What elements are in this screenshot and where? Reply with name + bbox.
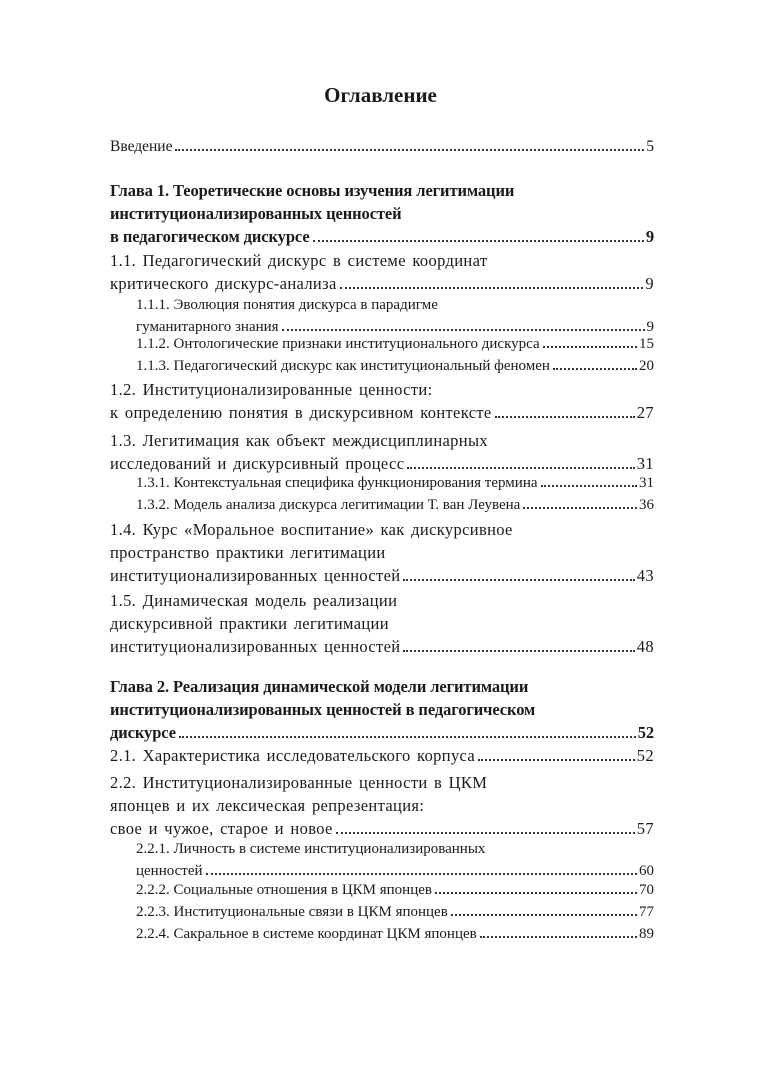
- page-number: 52: [636, 746, 654, 765]
- page-number: 31: [639, 475, 654, 491]
- page-number: 57: [636, 819, 654, 838]
- entry-label-line-2: критического дискурс-анализа: [110, 274, 337, 293]
- entry-label: 2.2.3. Институциональные связи в ЦКМ японцев: [136, 904, 448, 920]
- entry-label-line-2: гуманитарного знания: [136, 319, 279, 335]
- dot-leader: [495, 416, 635, 418]
- dot-leader: [403, 579, 634, 581]
- entry-label-line-3: институционализированных ценностей: [110, 637, 401, 656]
- page-number: 70: [639, 882, 654, 898]
- dot-leader: [313, 240, 644, 242]
- entry-label: 1.1.2. Онтологические признаки институционального дискурса: [136, 336, 540, 352]
- dot-leader: [175, 149, 644, 151]
- dot-leader: [480, 936, 637, 938]
- toc-entry-2-2-2[interactable]: [136, 879, 654, 901]
- dot-leader: [478, 759, 635, 761]
- entry-label-line-3: в педагогическом дискурсе: [110, 227, 310, 246]
- entry-label-line-2: японцев и их лексическая репрезентация:: [110, 796, 425, 815]
- entry-label: 2.2.2. Социальные отношения в ЦКМ японцев: [136, 882, 432, 898]
- page-number: 9: [645, 274, 654, 293]
- entry-label: 2.1. Характеристика исследовательского корпуса: [110, 746, 476, 765]
- entry-label: 1.3.2. Модель анализа дискурса легитимации Т. ван Леувена: [136, 497, 521, 513]
- toc-entry-2-2-3[interactable]: [136, 901, 654, 923]
- entry-label-line-1: 2.2.1. Личность в системе институционализированных: [136, 841, 486, 857]
- entry-label: 2.2.4. Сакральное в системе координат ЦКМ японцев: [136, 926, 477, 942]
- entry-label-line-1: 1.1. Педагогический дискурс в системе координат: [110, 251, 488, 270]
- entry-label-line-2: пространство практики легитимации: [110, 543, 386, 562]
- entry-label: Введение: [110, 138, 173, 155]
- entry-label-line-1: 1.5. Динамическая модель реализации: [110, 591, 398, 610]
- dot-leader: [451, 914, 637, 916]
- entry-label-line-1: 1.1.1. Эволюция понятия дискурса в парадигме: [136, 297, 438, 313]
- entry-label-line-2: к определению понятия в дискурсивном контексте: [110, 403, 492, 422]
- dot-leader: [541, 485, 638, 487]
- entry-label-line-1: 1.2. Институционализированные ценности:: [110, 380, 433, 399]
- toc-entry-1-3-1[interactable]: [136, 472, 654, 494]
- toc-entry-1-1-3[interactable]: [136, 355, 654, 377]
- entry-label-line-2: институционализированных ценностей в педагогическом: [110, 700, 536, 719]
- toc-entry-1-1[interactable]: [110, 249, 654, 295]
- toc-entry-1-1-2[interactable]: [136, 333, 654, 355]
- toc-entry-1-1-1[interactable]: [136, 294, 654, 338]
- page-number: 9: [646, 319, 654, 335]
- page-number: 36: [639, 497, 654, 513]
- entry-label-line-3: дискурсе: [110, 723, 176, 742]
- entry-label-line-3: свое и чужое, старое и новое: [110, 819, 333, 838]
- page-number: 77: [639, 904, 654, 920]
- page-number: 60: [639, 863, 654, 879]
- dot-leader: [340, 287, 644, 289]
- dot-leader: [179, 736, 636, 738]
- toc-entry-1-5[interactable]: [110, 589, 654, 658]
- page-number: 31: [636, 454, 654, 473]
- toc-entry-2-2[interactable]: [110, 771, 654, 840]
- page-number: 52: [637, 723, 654, 742]
- toc-entry-1-3[interactable]: [110, 429, 654, 475]
- page-number: 5: [646, 138, 654, 155]
- entry-label: 1.1.3. Педагогический дискурс как институциональный феномен: [136, 358, 550, 374]
- page-number: 15: [639, 336, 654, 352]
- toc-entry-1-3-2[interactable]: [136, 494, 654, 516]
- page-number: 27: [636, 403, 654, 422]
- toc-entry-1-2[interactable]: [110, 378, 654, 424]
- dot-leader: [543, 346, 637, 348]
- toc-entry-introduction[interactable]: [110, 136, 654, 158]
- entry-label-line-1: 1.4. Курс «Моральное воспитание» как дискурсивное: [110, 520, 513, 539]
- dot-leader: [435, 892, 637, 894]
- entry-label-line-3: институционализированных ценностей: [110, 566, 401, 585]
- toc-entry-2-2-1[interactable]: [136, 838, 654, 882]
- entry-label-line-2: дискурсивной практики легитимации: [110, 614, 389, 633]
- page-number: 20: [639, 358, 654, 374]
- page-title: Оглавление: [324, 83, 437, 107]
- toc-entry-chapter-1[interactable]: [110, 179, 654, 248]
- dot-leader: [407, 467, 634, 469]
- toc-entry-chapter-2[interactable]: [110, 675, 654, 744]
- dot-leader: [523, 507, 637, 509]
- dot-leader: [282, 329, 645, 331]
- entry-label-line-1: 1.3. Легитимация как объект междисциплинарных: [110, 431, 488, 450]
- dot-leader: [553, 368, 637, 370]
- entry-label-line-2: исследований и дискурсивный процесс: [110, 454, 405, 473]
- dot-leader: [336, 832, 635, 834]
- entry-label: 1.3.1. Контекстуальная специфика функционирования термина: [136, 475, 538, 491]
- dot-leader: [206, 873, 637, 875]
- entry-label-line-2: институционализированных ценностей: [110, 204, 402, 223]
- dot-leader: [403, 650, 634, 652]
- page-number: 48: [636, 637, 654, 656]
- page-number: 43: [636, 566, 654, 585]
- entry-label-line-1: Глава 2. Реализация динамической модели легитимации: [110, 677, 529, 696]
- page-number: 89: [639, 926, 654, 942]
- entry-label-line-1: 2.2. Институционализированные ценности в ЦКМ: [110, 773, 488, 792]
- entry-label-line-1: Глава 1. Теоретические основы изучения легитимации: [110, 181, 515, 200]
- toc-entry-2-1[interactable]: [110, 744, 654, 767]
- entry-label-line-2: ценностей: [136, 863, 203, 879]
- toc-entry-1-4[interactable]: [110, 518, 654, 587]
- toc-entry-2-2-4[interactable]: [136, 923, 654, 945]
- page-number: 9: [645, 227, 654, 246]
